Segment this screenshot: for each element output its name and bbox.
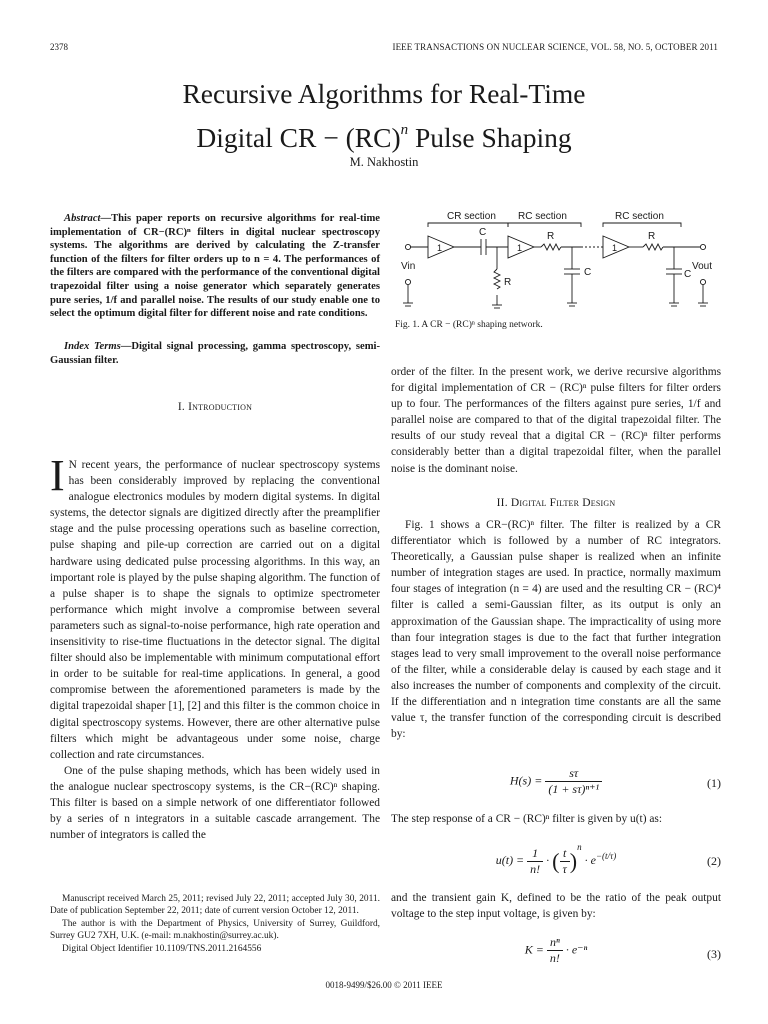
figure-caption: Fig. 1. A CR − (RC)ⁿ shaping network.: [395, 320, 543, 330]
eq2-tag: (2): [707, 854, 721, 868]
eq1-fraction: [545, 766, 602, 797]
cr-section-label: CR section: [447, 211, 496, 222]
title-line-1: Recursive Algorithms for Real-Time: [182, 78, 586, 109]
equation-2-expr: u(t) = $\frac{1}{n!}$ · ( $\frac{t}{\tau}$ )$^n \cdot e^{-(t/\tau)}$: [495, 842, 617, 876]
step-response-text: The step response of a CR − (RC)ⁿ filter is given by u(t) as:: [391, 813, 662, 825]
res-label-n: R: [648, 231, 656, 242]
running-header: [50, 42, 718, 56]
eq3-tag: (3): [707, 947, 721, 961]
eq3-fraction: [547, 935, 563, 966]
intro-paragraph-1-text: N recent years, the performance of nuclear spectroscopy systems has been considerably improved by replacing the conventional analogue electronics modules by modern digital systems. In digital systems, the detector signals are digitized directly after the preamplifier stage and the pulse processing operations such as baseline correction, pulse shaping and pile-up correction are carried out on a digital hardware using dedicated pulse processing algorithms. In this way, an important role is played by the pulse shaping algorithm. The function of a pulse shaper is to shape the signals to optimize spectrometer performance which might involve a compromise between several parameters such as signal-to-noise performance, high rate operation and insensitivity to rise-time fluctuations in the detector signal. The digital filter should also be implementable with minimum computational effort in order to be suitable for real-time applications. In general, a good compromise between the aforementioned parameters is made by the digital trapezoidal shaper [1], [2] and this filter is the common choice in digital spectroscopy systems. However, there are other alternative pulse filters which might be advantageous under some noise, charge collection and rate circumstances.: [50, 459, 380, 761]
eq1-tag: (1): [707, 776, 721, 790]
journal-name: IEEE TRANSACTIONS ON NUCLEAR SCIENCE, VOL. 58, NO. 5, OCTOBER 2011: [392, 42, 718, 52]
eq3-rhs: · e⁻ⁿ: [565, 942, 588, 957]
eq2-frac-2: $\frac{t}{\tau}$: [560, 846, 570, 877]
eq1-denominator: (1 + sτ)ⁿ⁺¹: [548, 782, 600, 796]
title-line-2-pre: Digital CR − (RC): [196, 122, 401, 153]
eq3-denominator: n!: [549, 951, 560, 965]
res-label-1: R: [547, 231, 555, 242]
footnote: [50, 893, 380, 955]
intro-heading: I. Introduction: [177, 401, 253, 413]
eq2-frac-1: $\frac{1}{n!}$: [527, 846, 543, 877]
footnote-doi: Digital Object Identifier 10.1109/TNS.2011.2164556: [62, 943, 262, 954]
eq2-lhs: u(t) =: [495, 853, 525, 867]
equation-1-expr: [391, 766, 721, 797]
rc-section-label-2: RC section: [615, 211, 664, 222]
author: M. Nakhostin: [349, 155, 419, 169]
shaping-network-figure: [391, 205, 721, 325]
equation-3: [391, 935, 721, 975]
amp-label-1: 1: [437, 243, 443, 253]
res-label-shunt: R: [504, 277, 512, 288]
index-terms-text: —Digital signal processing, gamma spectroscopy, semi-Gaussian filter.: [50, 341, 380, 366]
amp-label-n: 1: [612, 243, 618, 253]
transient-gain-text: and the transient gain K, defined to be the ratio of the peak output voltage to the step input voltage, is given by:: [391, 892, 721, 921]
eq3-lhs: K =: [524, 942, 544, 957]
title-line-2-sup: n: [400, 122, 409, 138]
introduction-body: [50, 451, 380, 843]
eq3-numerator: nⁿ: [547, 935, 563, 951]
index-terms: [50, 340, 380, 367]
right-paragraph-2: Fig. 1 shows a CR−(RC)ⁿ filter. The filter is realized by a CR differentiator which is followed by a number of RC integrators. Theoretically, a Gaussian pulse shaper is realized when an infinite number of integration stages are used. In practice, normally maximum four stages of integration (n = 4) are used and the resulting CR − (RC)⁴ filter is called a semi-Gaussian filter, as its output is only an approximation of the Gaussian shape. The impracticality of using more than four integration stages is due to the fact that further integration stages lead to very small improvement to the overall noise performance of the filter, while a considerable delay is caused by each stage and it also increases the number of components and complexity of the circuit. If the differentiation and n integration time constants are all the same value τ, the transfer function of the corresponding circuit is described by:: [391, 519, 721, 741]
equation-2: [391, 842, 721, 886]
cap-label-1: C: [584, 267, 592, 278]
equation-1: [391, 766, 721, 806]
amp-label-2: 1: [517, 243, 523, 253]
paper-title: [0, 76, 768, 156]
footnote-author: The author is with the Department of Physics, University of Surrey, Guildford, Surrey GU2 7XH, U.K. (e-mail: m.nakhostin@surrey.ac.uk).: [50, 918, 380, 942]
cap-label-n: C: [684, 269, 692, 280]
title-line-2-post: Pulse Shaping: [408, 122, 572, 153]
vin-label: Vin: [401, 261, 416, 272]
intro-paragraph-1: [50, 451, 380, 763]
cap-label-series: C: [479, 227, 487, 238]
right-column-body: [391, 364, 721, 477]
page-number: 2378: [50, 42, 68, 52]
eq1-numerator: sτ: [545, 766, 602, 782]
design-body: [391, 517, 721, 742]
rc-section-label-1: RC section: [518, 211, 567, 222]
vout-label: Vout: [692, 261, 713, 272]
design-heading: II. Digital Filter Design: [496, 497, 616, 509]
index-terms-label: Index Terms: [64, 341, 121, 352]
drop-cap: I: [50, 451, 65, 500]
equation-3-expr: [391, 935, 721, 966]
abstract-text: —This paper reports on recursive algorithms for real-time implementation of CR−(RC)ⁿ filters in digital nuclear spectroscopy systems. The algorithms are derived by calculating the Z-transfer function of the filters for filter orders up to n = 4. The performances of the filters are compared with the performance of the conventional digital trapezoidal filter using a noise generator which separately generates pure series, 1/f and parallel noise. The results of our study enable one to select the optimum digital filter for different noise and rate conditions.: [50, 213, 380, 320]
title-line-2: [0, 112, 768, 156]
footnote-manuscript: Manuscript received March 25, 2011; revised July 22, 2011; accepted July 30, 2011. Date of publication September 22, 2011; date of current version October 12, 2011.: [50, 894, 380, 917]
intro-paragraph-2: One of the pulse shaping methods, which has been widely used in the analogue nuclear spectroscopy systems, is the CR−(RC)ⁿ shaping. This filter is based on a simple network of one differentiator followed by a series of n integrators in a suitable cascade arrangement. The number of integrators is called the: [50, 764, 380, 842]
eq1-lhs: H(s) =: [509, 773, 543, 788]
right-paragraph-1: order of the filter. In the present work, we derive recursive algorithms for digital implementation of CR − (RC)ⁿ pulse filters for filter orders up to four. The performances of the filters against pure series, 1/f and parallel noise are compared to that of the digital trapezoidal filter. The results of our study reveal that a digital CR − (RC)ⁿ filter performs considerably better than a digital trapezoidal filter, when the parallel noise is the dominant noise.: [391, 366, 721, 475]
abstract: [50, 212, 380, 321]
abstract-label: Abstract: [64, 213, 101, 224]
copyright-footer: 0018-9499/$26.00 © 2011 IEEE: [325, 980, 443, 990]
